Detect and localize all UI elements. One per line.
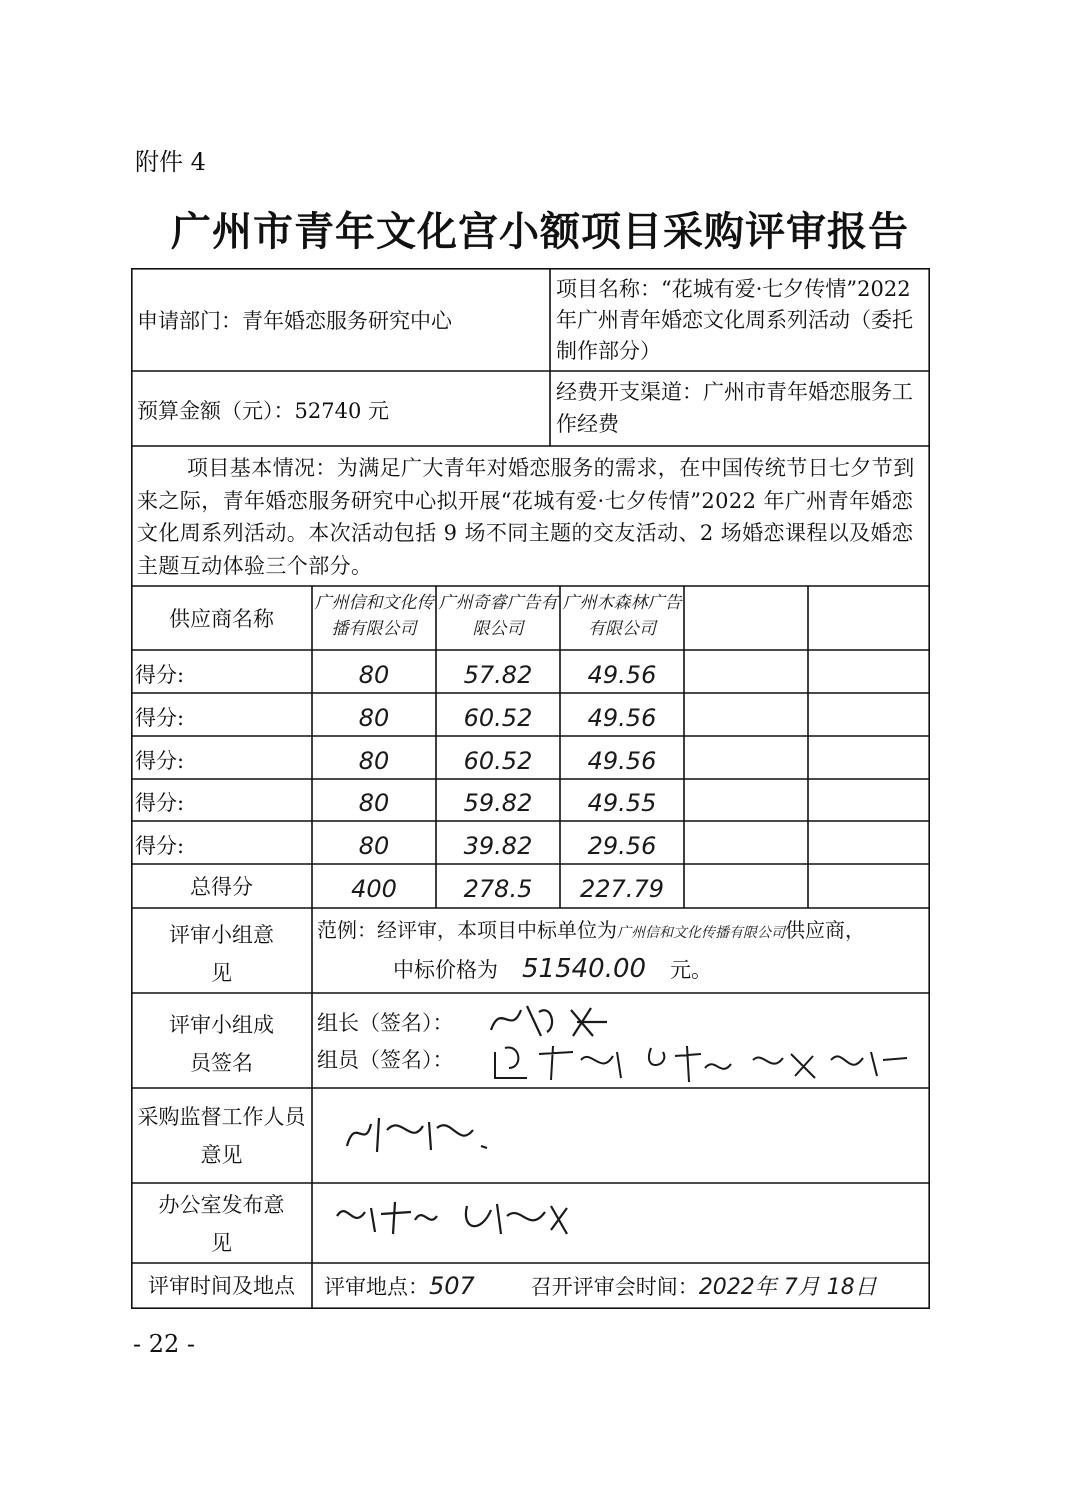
office-signatures <box>331 1190 591 1246</box>
price-prefix: 中标价格为 <box>393 958 498 982</box>
score-label: 得分: <box>135 749 185 773</box>
score-label: 得分: <box>135 834 185 858</box>
total-score-label: 总得分 <box>190 875 253 899</box>
supervision-label: 采购监督工作人员意见 <box>137 1105 306 1167</box>
opinion-suffix: 供应商， <box>785 918 865 942</box>
budget-label: 预算金额（元）：52740 元 <box>137 399 389 423</box>
signatures-label: 评审小组成员签名 <box>169 1013 274 1075</box>
supervision-signature <box>341 1106 501 1162</box>
project-name: 项目名称：“花城有爱·七夕传情”2022 年广州青年婚恋文化周系列活动（委托制作部分） <box>556 277 913 363</box>
score-value: 80 <box>358 789 390 817</box>
score-value: 49.56 <box>587 661 657 689</box>
score-label: 得分: <box>135 706 185 730</box>
score-value: 29.56 <box>587 832 657 860</box>
price-line <box>393 954 923 985</box>
score-value: 39.82 <box>463 832 533 860</box>
review-place: 507 <box>429 1272 475 1300</box>
winner-name: 广州信和文化传播有限公司 <box>617 925 785 941</box>
leader-signature-label: 组长（签名）： <box>317 1011 454 1035</box>
opinion-text <box>317 915 927 948</box>
review-time-label: 召开评审会时间： <box>530 1275 699 1299</box>
office-label: 办公室发布意见 <box>158 1193 285 1255</box>
opinion-prefix: 范例：经评审，本项目中标单位为 <box>317 918 617 942</box>
page-number: - 22 - <box>133 1330 196 1358</box>
attachment-label: 附件 4 <box>135 148 206 176</box>
member-signature-label: 组员（签名）： <box>317 1048 454 1072</box>
score-label: 得分: <box>135 663 185 687</box>
supplier-name: 广州木森林广告有限公司 <box>562 593 682 639</box>
review-time-place <box>324 1271 924 1303</box>
score-value: 57.82 <box>463 661 533 689</box>
review-time-place-label: 评审时间及地点 <box>148 1274 295 1298</box>
opinion-label: 评审小组意见 <box>169 923 274 985</box>
price-unit: 元。 <box>670 958 713 982</box>
score-value: 49.55 <box>587 789 657 817</box>
score-value: 59.82 <box>463 789 533 817</box>
score-value: 60.52 <box>463 747 533 775</box>
dept-label: 申请部门：青年婚恋服务研究中心 <box>137 309 452 333</box>
review-form-table <box>131 268 930 1309</box>
score-value: 80 <box>358 661 390 689</box>
member-signatures <box>491 1038 911 1088</box>
score-value: 49.56 <box>587 747 657 775</box>
review-time: 2022年 7月 18日 <box>698 1275 877 1300</box>
score-value: 80 <box>358 747 390 775</box>
review-place-label: 评审地点： <box>324 1275 429 1299</box>
total-score-value: 278.5 <box>463 875 533 903</box>
total-score-value: 227.79 <box>580 875 664 903</box>
score-value: 60.52 <box>463 704 533 732</box>
winning-price: 51540.00 <box>522 954 647 984</box>
score-label: 得分: <box>135 791 185 815</box>
supplier-header: 供应商名称 <box>169 607 274 631</box>
score-value: 49.56 <box>587 704 657 732</box>
leader-signature <box>481 996 621 1044</box>
score-value: 80 <box>358 704 390 732</box>
supplier-name: 广州信和文化传播有限公司 <box>314 593 434 639</box>
page-title: 广州市青年文化宫小额项目采购评审报告 <box>171 208 909 255</box>
funding-label: 经费开支渠道：广州市青年婚恋服务工作经费 <box>556 380 913 436</box>
project-basic-info: 项目基本情况：为满足广大青年对婚恋服务的需求，在中国传统节日七夕节到来之际，青年婚恋服务研究中心拟开展“花城有爱·七夕传情”2022 年广州青年婚恋文化周系列活动。本次活动包括 9 场不同主题的交友活动、2 场婚恋课程以及婚恋主题互动体验三个部分。 <box>137 456 915 578</box>
supplier-name: 广州奇睿广告有限公司 <box>438 593 558 639</box>
score-value: 80 <box>358 832 390 860</box>
total-score-value: 400 <box>351 875 397 903</box>
